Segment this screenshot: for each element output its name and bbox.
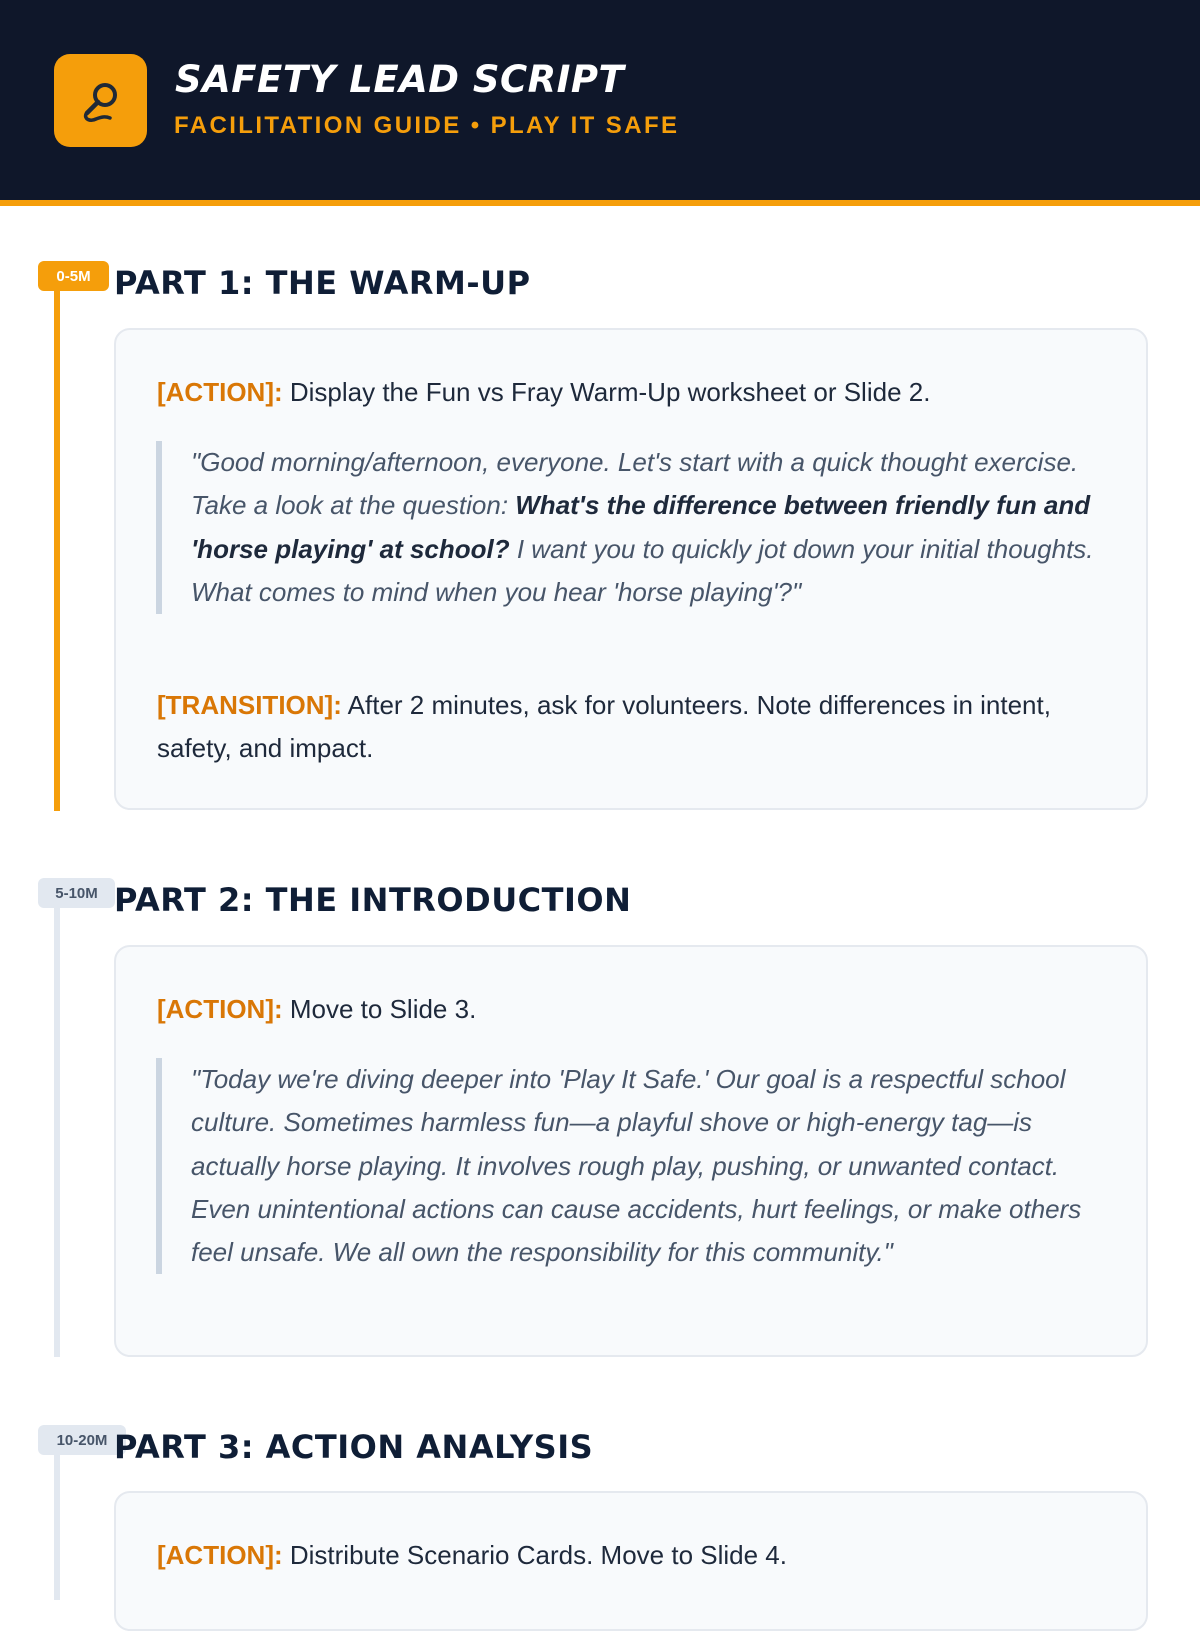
page-title: SAFETY LEAD SCRIPT bbox=[175, 58, 625, 101]
action-line bbox=[157, 988, 1106, 1031]
script-quote: "Today we're diving deeper into 'Play It Safe.' Our goal is a respectful school culture. Sometimes harmless fun—a playful shove or high-energy tag—is actually horse playing. It involves rough play, pushing, or unwanted contact. Even unintentional actions can cause accidents, hurt feelings, or make others feel unsafe. We all own the responsibility for this community." bbox=[156, 1058, 1106, 1274]
script-quote bbox=[156, 441, 1106, 614]
action-tag: [ACTION]: bbox=[157, 1540, 283, 1570]
transition-text: After 2 minutes, ask for volunteers. Note differences in intent, safety, and impact. bbox=[157, 690, 1051, 763]
action-line bbox=[157, 371, 1106, 414]
quote-text: I want you to quickly jot down your initial thoughts. What comes to mind when you hear 'horse playing'?" bbox=[191, 533, 1094, 607]
script-card bbox=[114, 945, 1148, 1357]
action-text: Display the Fun vs Fray Warm-Up worksheet or Slide 2. bbox=[282, 377, 931, 407]
timeline-bar bbox=[54, 894, 60, 1357]
script-card bbox=[114, 1491, 1148, 1631]
microphone-icon bbox=[54, 54, 147, 147]
section-title: PART 3: ACTION ANALYSIS bbox=[114, 1428, 594, 1466]
action-line bbox=[157, 1534, 1106, 1577]
section-title: PART 1: THE WARM-UP bbox=[114, 264, 531, 302]
action-tag: [ACTION]: bbox=[157, 377, 283, 407]
action-text: Move to Slide 3. bbox=[282, 994, 477, 1024]
quote-emphasis: What's the difference between friendly fun and 'horse playing' at school? bbox=[191, 490, 1091, 564]
timeline-bar bbox=[54, 1441, 60, 1600]
transition-line bbox=[157, 684, 1106, 770]
section-title: PART 2: THE INTRODUCTION bbox=[114, 881, 632, 919]
action-tag: [ACTION]: bbox=[157, 994, 283, 1024]
app-header bbox=[0, 0, 1200, 206]
script-card bbox=[114, 328, 1148, 810]
transition-tag: [TRANSITION]: bbox=[157, 690, 342, 720]
time-badge: 5-10M bbox=[38, 878, 115, 908]
page-subtitle: FACILITATION GUIDE • PLAY IT SAFE bbox=[174, 112, 680, 139]
time-badge: 10-20M bbox=[38, 1425, 126, 1455]
quote-text: "Good morning/afternoon, everyone. Let's start with a quick thought exercise. Take a look at the question: bbox=[191, 447, 1079, 521]
timeline-bar-active bbox=[54, 277, 60, 811]
time-badge: 0-5M bbox=[38, 261, 109, 291]
action-text: Distribute Scenario Cards. Move to Slide 4. bbox=[282, 1540, 787, 1570]
